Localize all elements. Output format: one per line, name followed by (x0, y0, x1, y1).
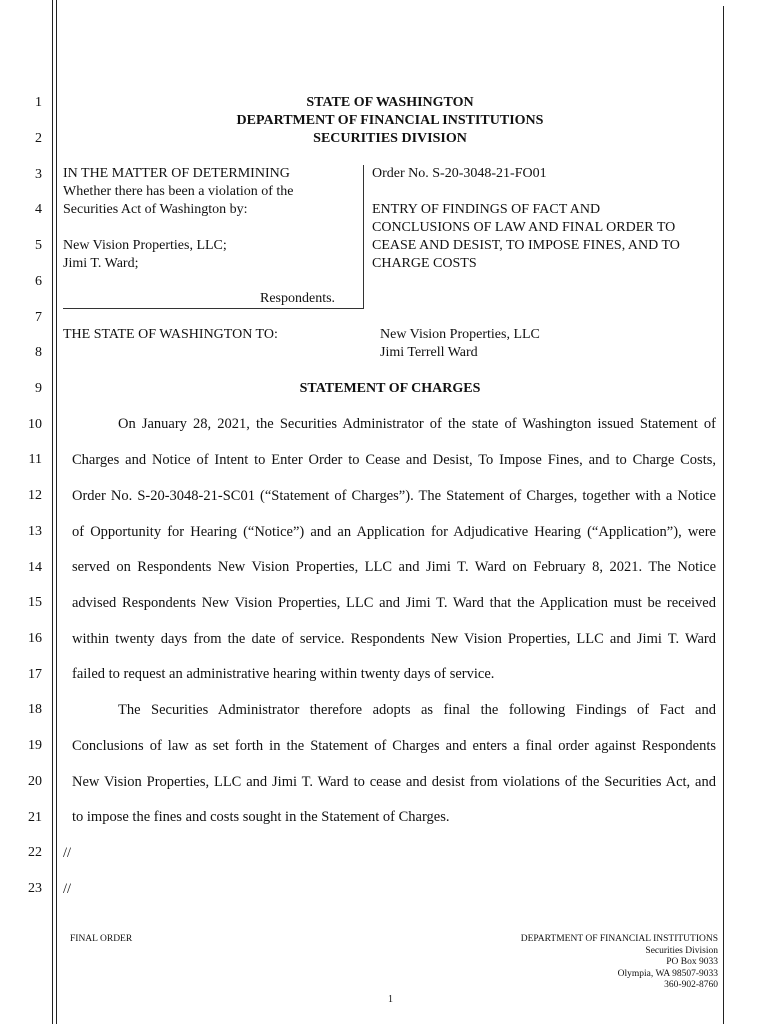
body-line: to impose the fines and costs sought in the Statement of Charges. (72, 809, 450, 825)
caption-divider-vertical (363, 165, 364, 308)
left-margin-rule-inner (56, 0, 57, 1024)
line-number: 10 (28, 417, 42, 432)
section-title: STATEMENT OF CHARGES (299, 381, 481, 396)
order-number: Order No. S-20-3048-21-FO01 (372, 166, 547, 181)
footer-city: Olympia, WA 98507-9033 (617, 968, 718, 979)
footer-agency: DEPARTMENT OF FINANCIAL INSTITUTIONS (520, 934, 718, 944)
order-title-line: CHARGE COSTS (372, 256, 477, 271)
right-margin-rule (723, 6, 724, 1024)
addressee-label: THE STATE OF WASHINGTON TO: (63, 327, 278, 342)
agency-header-division: SECURITIES DIVISION (313, 131, 467, 146)
order-title-line: ENTRY OF FINDINGS OF FACT AND (372, 202, 601, 217)
footer-phone: 360-902-8760 (664, 980, 718, 990)
footer-po-box: PO Box 9033 (666, 957, 718, 967)
line-number: 9 (35, 381, 42, 396)
body-line: of Opportunity for Hearing (“Notice”) and an Application for Adjudicative Hearing (“Application”), were (72, 524, 716, 540)
matter-line-2: Whether there has been a violation of the (63, 184, 294, 199)
addressee-name-1: New Vision Properties, LLC (380, 327, 540, 342)
footer-document-name: FINAL ORDER (70, 934, 133, 944)
line-number: 7 (35, 310, 42, 325)
line-number: 8 (35, 345, 42, 360)
left-margin-rule-outer (52, 0, 53, 1024)
line-number: 19 (28, 738, 42, 753)
agency-header-state: STATE OF WASHINGTON (306, 95, 474, 110)
respondent-name-2: Jimi T. Ward; (63, 256, 139, 271)
agency-header-department: DEPARTMENT OF FINANCIAL INSTITUTIONS (236, 113, 544, 128)
line-number: 6 (35, 274, 42, 289)
addressee-name-2: Jimi Terrell Ward (380, 345, 478, 360)
line-number: 14 (28, 560, 42, 575)
body-line: failed to request an administrative hearing within twenty days of service. (72, 666, 495, 682)
body-line: Order No. S-20-3048-21-SC01 (“Statement of Charges”). The Statement of Charges, together with a Notice (72, 488, 716, 504)
body-line: Conclusions of law as set forth in the Statement of Charges and enters a final order against Respondents (72, 738, 716, 754)
line-number: 11 (28, 452, 42, 467)
respondents-label: Respondents. (260, 291, 336, 306)
line-number: 4 (35, 202, 42, 217)
order-title-line: CEASE AND DESIST, TO IMPOSE FINES, AND TO (372, 238, 680, 253)
caption-divider-horizontal (63, 308, 364, 309)
line-number: 23 (28, 881, 42, 896)
line-number: 16 (28, 631, 42, 646)
body-line: advised Respondents New Vision Properties, LLC and Jimi T. Ward that the Application must be received (72, 595, 716, 611)
matter-line-3: Securities Act of Washington by: (63, 202, 248, 217)
body-line: served on Respondents New Vision Properties, LLC and Jimi T. Ward on February 8, 2021. The Notice (72, 559, 716, 575)
line-number: 20 (28, 774, 42, 789)
caption-right (372, 165, 722, 273)
line-number: 22 (28, 845, 42, 860)
body-line: The Securities Administrator therefore adopts as final the following Findings of Fact and (118, 702, 716, 718)
line-number: 5 (35, 238, 42, 253)
line-number: 18 (28, 702, 42, 717)
footer-division: Securities Division (645, 945, 718, 956)
order-title-line: CONCLUSIONS OF LAW AND FINAL ORDER TO (372, 220, 676, 235)
page-number: 1 (388, 994, 393, 1005)
line-number: 17 (28, 667, 42, 682)
continuation-mark: // (63, 881, 72, 897)
body-line: New Vision Properties, LLC and Jimi T. Ward to cease and desist from violations of the Securities Act, and (72, 774, 716, 790)
body-line: On January 28, 2021, the Securities Administrator of the state of Washington issued Statement of (118, 416, 716, 432)
line-number: 21 (28, 810, 42, 825)
line-number: 15 (28, 595, 42, 610)
footer-agency-address (521, 934, 718, 992)
matter-line-1: IN THE MATTER OF DETERMINING (63, 166, 290, 181)
continuation-mark: // (63, 845, 72, 861)
respondent-name-1: New Vision Properties, LLC; (63, 238, 227, 253)
body-line: Charges and Notice of Intent to Enter Order to Cease and Desist, To Impose Fines, and to Charge Costs, (72, 452, 716, 468)
line-number: 3 (35, 167, 42, 182)
line-number: 2 (35, 131, 42, 146)
line-number: 13 (28, 524, 42, 539)
line-number: 12 (28, 488, 42, 503)
body-line: within twenty days from the date of service. Respondents New Vision Properties, LLC and Jimi T. Ward (72, 631, 716, 647)
caption-left (63, 165, 363, 273)
line-number: 1 (35, 95, 42, 110)
